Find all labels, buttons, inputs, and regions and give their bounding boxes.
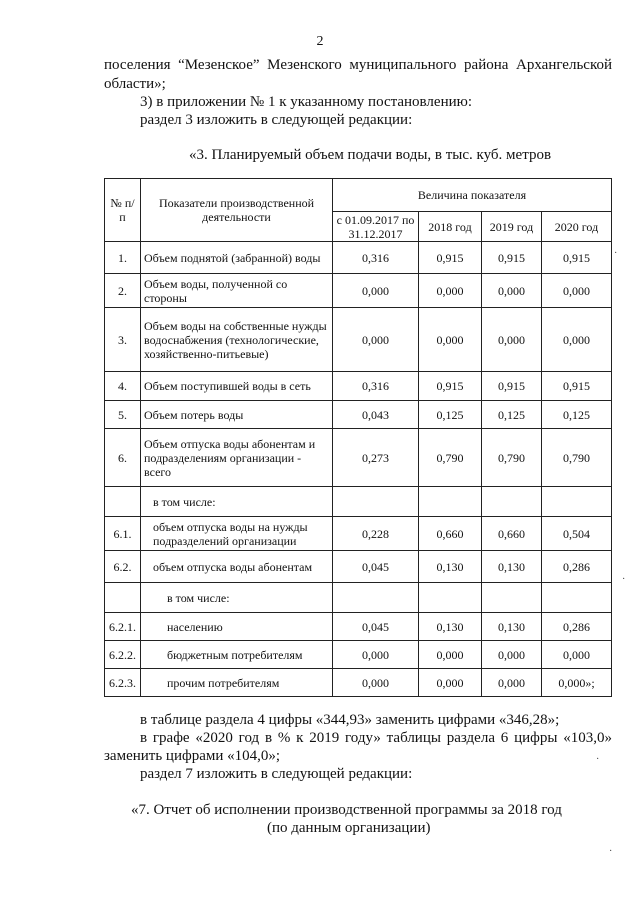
page-number: 2 [316,34,324,49]
row-value: 0,000 [419,669,482,697]
section-3-title: «3. Планируемый объем подачи воды, в тыс. куб. метров [189,147,552,163]
header-2020: 2020 год [542,212,612,242]
row-value: 0,130 [482,613,542,641]
row-value: 0,000 [542,274,612,308]
after-line-4: раздел 7 изложить в следующей редакции: [140,766,413,782]
table-row [105,487,612,517]
row-value: 0,000 [419,274,482,308]
row-value: 0,915 [419,372,482,401]
row-value: 0,286 [542,613,612,641]
row-label: Объем поднятой (забранной) воды [141,242,333,274]
row-value: 0,000 [333,308,419,372]
row-value: 0,043 [333,401,419,429]
row-value: 0,000 [482,274,542,308]
header-indicator: Показатели производственной деятельности [141,179,333,242]
row-label: объем отпуска воды абонентам [141,551,333,583]
header-num: № п/п [105,179,141,242]
after-line-2: в графе «2020 год в % к 2019 году» таблицы раздела 6 цифры «103,0» [140,730,612,746]
scan-speck: · [609,846,613,857]
row-value [542,487,612,517]
table-row [105,274,612,308]
row-value: 0,000 [333,669,419,697]
section-7-subtitle: (по данным организации) [267,820,431,836]
row-value: 0,000 [333,274,419,308]
row-value: 0,000 [482,669,542,697]
intro-line-4: раздел 3 изложить в следующей редакции: [140,112,413,128]
table-row [105,401,612,429]
header-period-2017: с 01.09.2017 по 31.12.2017 [333,212,419,242]
row-value [419,487,482,517]
row-value: 0,045 [333,551,419,583]
row-num: 6. [105,429,141,487]
row-value: 0,000 [542,641,612,669]
row-num: 3. [105,308,141,372]
table-row [105,429,612,487]
intro-line-3: 3) в приложении № 1 к указанному постановлению: [140,94,472,110]
row-num: 6.2. [105,551,141,583]
row-value: 0,316 [333,242,419,274]
row-num: 2. [105,274,141,308]
table-row [105,242,612,274]
table-row [105,613,612,641]
row-value: 0,000 [542,308,612,372]
header-value-group: Величина показателя [333,179,612,212]
row-value: 0,130 [419,613,482,641]
row-label: населению [141,613,333,641]
row-value: 0,790 [419,429,482,487]
row-label: бюджетным потребителям [141,641,333,669]
row-num: 6.1. [105,517,141,551]
scan-speck: · [622,574,626,585]
row-value: 0,915 [482,242,542,274]
row-value: 0,045 [333,613,419,641]
row-label: в том числе: [141,583,333,613]
row-value: 0,130 [482,551,542,583]
row-value: 0,125 [482,401,542,429]
scan-speck: · [596,754,600,765]
row-value: 0,000 [419,641,482,669]
row-label: Объем воды на собственные нужды водоснабжения (технологические, хозяйственно-питьевые) [141,308,333,372]
row-value: 0,000 [333,641,419,669]
table-row [105,583,612,613]
row-value: 0,915 [419,242,482,274]
row-value: 0,915 [542,372,612,401]
row-num [105,583,141,613]
row-value: 0,504 [542,517,612,551]
intro-line-1: поселения “Мезенское” Мезенского муниципального района Архангельской [104,57,612,73]
row-value [419,583,482,613]
row-value: 0,790 [542,429,612,487]
row-value [333,487,419,517]
row-value [482,583,542,613]
row-value [333,583,419,613]
row-value: 0,000 [419,308,482,372]
header-2019: 2019 год [482,212,542,242]
row-label: Объем потерь воды [141,401,333,429]
intro-line-2: области»; [104,76,166,92]
row-num [105,487,141,517]
row-num: 1. [105,242,141,274]
row-num: 5. [105,401,141,429]
table-row [105,669,612,697]
row-num: 6.2.3. [105,669,141,697]
table-row [105,517,612,551]
row-num: 6.2.2. [105,641,141,669]
water-supply-table [104,178,612,697]
table-row [105,308,612,372]
row-value: 0,000»; [542,669,612,697]
row-num: 6.2.1. [105,613,141,641]
row-value: 0,660 [419,517,482,551]
table-row [105,641,612,669]
section-7-title: «7. Отчет об исполнении производственной программы за 2018 год [131,802,562,818]
row-value: 0,228 [333,517,419,551]
row-value: 0,915 [482,372,542,401]
row-value: 0,273 [333,429,419,487]
table-row [105,551,612,583]
row-label: Объем поступившей воды в сеть [141,372,333,401]
row-value: 0,915 [542,242,612,274]
row-label: объем отпуска воды на нужды подразделений организации [141,517,333,551]
row-label: Объем воды, полученной со стороны [141,274,333,308]
row-label: Объем отпуска воды абонентам и подразделениям организации - всего [141,429,333,487]
row-value: 0,660 [482,517,542,551]
row-label: в том числе: [141,487,333,517]
row-value: 0,286 [542,551,612,583]
table-row [105,372,612,401]
row-value: 0,125 [419,401,482,429]
row-value: 0,316 [333,372,419,401]
row-label: прочим потребителям [141,669,333,697]
row-value: 0,000 [482,641,542,669]
after-line-1: в таблице раздела 4 цифры «344,93» заменить цифрами «346,28»; [140,712,560,728]
row-value [542,583,612,613]
row-num: 4. [105,372,141,401]
row-value: 0,000 [482,308,542,372]
row-value [482,487,542,517]
row-value: 0,790 [482,429,542,487]
header-2018: 2018 год [419,212,482,242]
scan-speck: · [614,248,618,259]
after-line-3: заменить цифрами «104,0»; [104,748,281,764]
row-value: 0,130 [419,551,482,583]
row-value: 0,125 [542,401,612,429]
